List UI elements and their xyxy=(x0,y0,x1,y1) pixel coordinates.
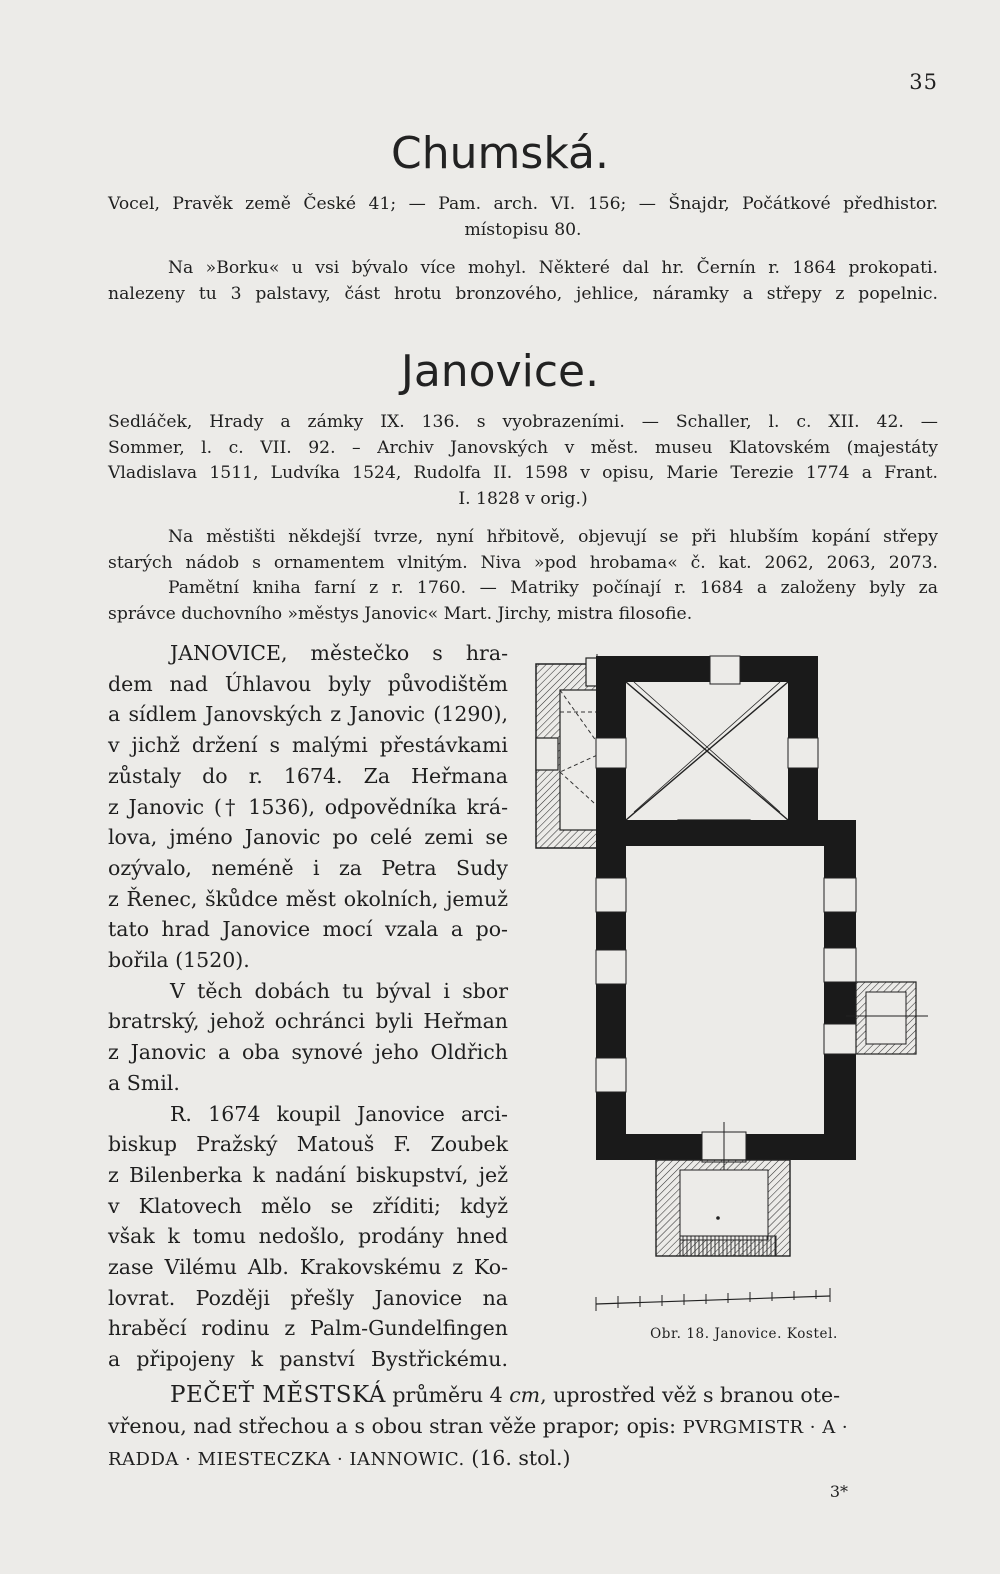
main-text-column xyxy=(108,638,508,1375)
chumska-body xyxy=(108,256,938,307)
main-text-line: a sídlem Janovských z Janovic (1290), xyxy=(108,702,508,727)
main-text-line: v jichž držení s malými přestávkami xyxy=(108,733,508,758)
main-text-line: a Smil. xyxy=(108,1070,180,1095)
tower-section xyxy=(596,656,818,844)
janovice-refs-line2: Sommer, l. c. VII. 92. – Archiv Janovských v měst. museu Klatovském (majestáty xyxy=(108,437,938,458)
main-text-line: z Janovic († 1536), odpovědníka krá- xyxy=(108,794,508,819)
janovice-references xyxy=(108,410,938,512)
chumska-body-line1: Na »Borku« u vsi bývalo více mohyl. Některé dal hr. Černín r. 1864 prokopati. xyxy=(168,258,938,278)
main-text-line: R. 1674 koupil Janovice arci- xyxy=(170,1101,508,1126)
janovice-refs-line3: Vladislava 1511, Ludvíka 1524, Rudolfa II. 1598 v opisu, Marie Terezie 1774 a Frant. xyxy=(108,463,938,483)
main-text-line: bořila (1520). xyxy=(108,948,250,973)
main-text-line: z Janovic a oba synové jeho Oldřich xyxy=(108,1040,508,1065)
chumska-refs-line1: Vocel, Pravěk země České 41; — Pam. arch. VI. 156; — Šnajdr, Počátkové předhistor. xyxy=(108,194,938,214)
main-text-line: lovrat. Později přešly Janovice na xyxy=(108,1285,508,1310)
main-text-line: JANOVICE, městečko s hra- xyxy=(170,641,508,665)
main-text-line: bratrský, jehož ochránci byli Heřman xyxy=(108,1009,508,1034)
seal-description xyxy=(108,1380,938,1475)
seal-heading: PEČEŤ MĚSTSKÁ xyxy=(170,1382,386,1408)
section-title-chumska: Chumská. xyxy=(391,128,609,179)
seal-line2: vřenou, nad střechou a s obou stran věže prapor; opis: xyxy=(108,1414,677,1438)
seal-line1-end: , uprostřed věž s branou ote- xyxy=(540,1383,841,1407)
main-text-line: zase Vilému Alb. Krakovskému z Ko- xyxy=(108,1255,508,1280)
main-text-line: z Řenec, škůdce měst okolních, jemuž xyxy=(108,886,508,911)
main-text-line: a připojeny k panství Bystřickému. xyxy=(108,1347,508,1372)
section-title-janovice: Janovice. xyxy=(400,346,600,397)
chumska-references xyxy=(108,192,938,243)
main-text-line: ozývalo, neméně i za Petra Sudy xyxy=(108,855,508,880)
janovice-body xyxy=(108,525,938,627)
page-number: 35 xyxy=(909,70,938,94)
janovice-body1-line2: starých nádob s ornamentem vlnitým. Niva »pod hrobama« č. kat. 2062, 2063, 2073. xyxy=(108,552,938,573)
nave-section xyxy=(596,820,856,1172)
main-text-line: však k tomu nedošlo, prodány hned xyxy=(108,1224,508,1249)
janovice-refs-line1: Sedláček, Hrady a zámky IX. 136. s vyobrazeními. — Schaller, l. c. XII. 42. — xyxy=(108,412,938,432)
signature-mark: 3* xyxy=(829,1482,848,1501)
main-text-line: z Bilenberka k nadání biskupství, jež xyxy=(108,1162,508,1187)
seal-inscription-part2: RADDA · MIESTECZKA · IANNOWIC. xyxy=(108,1449,465,1470)
main-text-line: biskup Pražský Matouš F. Zoubek xyxy=(108,1132,508,1157)
janovice-refs-line4: I. 1828 v orig.) xyxy=(458,488,588,509)
chumska-refs-line2: místopisu 80. xyxy=(464,219,582,240)
chumska-body-line2: nalezeny tu 3 palstavy, část hrotu bronzového, jehlice, náramky a střepy z popelnic. xyxy=(108,283,938,304)
janovice-body2-line2: správce duchovního »městys Janovic« Mart. Jirchy, mistra filosofie. xyxy=(108,603,693,624)
seal-inscription-part1: PVRGMISTR · A · xyxy=(682,1417,849,1438)
main-text-line: hraběcí rodinu z Palm-Gundelfingen xyxy=(108,1316,508,1341)
seal-date: (16. stol.) xyxy=(471,1446,571,1470)
main-text-line: v Klatovech mělo se zříditi; když xyxy=(108,1193,508,1218)
main-text-line: dem nad Úhlavou byly původištěm xyxy=(108,671,508,696)
bottom-porch xyxy=(656,1160,790,1256)
seal-diameter: průměru 4 xyxy=(392,1383,503,1407)
right-annex xyxy=(846,982,928,1054)
janovice-body2-line1: Pamětní kniha farní z r. 1760. — Matriky počínají r. 1684 a založeny byly za xyxy=(168,578,938,598)
main-text-line: tato hrad Janovice mocí vzala a po- xyxy=(108,917,508,942)
figure-caption: Obr. 18. Janovice. Kostel. xyxy=(650,1326,838,1342)
seal-unit: cm xyxy=(509,1383,541,1407)
janovice-body1-line1: Na městišti někdejší tvrze, nyní hřbitově, objevují se při hlubším kopání střepy xyxy=(168,527,938,547)
main-text-line: lova, jméno Janovic po celé zemi se xyxy=(108,825,508,850)
main-text-line: V těch dobách tu býval i sbor xyxy=(170,978,508,1003)
church-floor-plan xyxy=(530,652,930,1322)
main-text-line: zůstaly do r. 1674. Za Heřmana xyxy=(108,763,508,788)
